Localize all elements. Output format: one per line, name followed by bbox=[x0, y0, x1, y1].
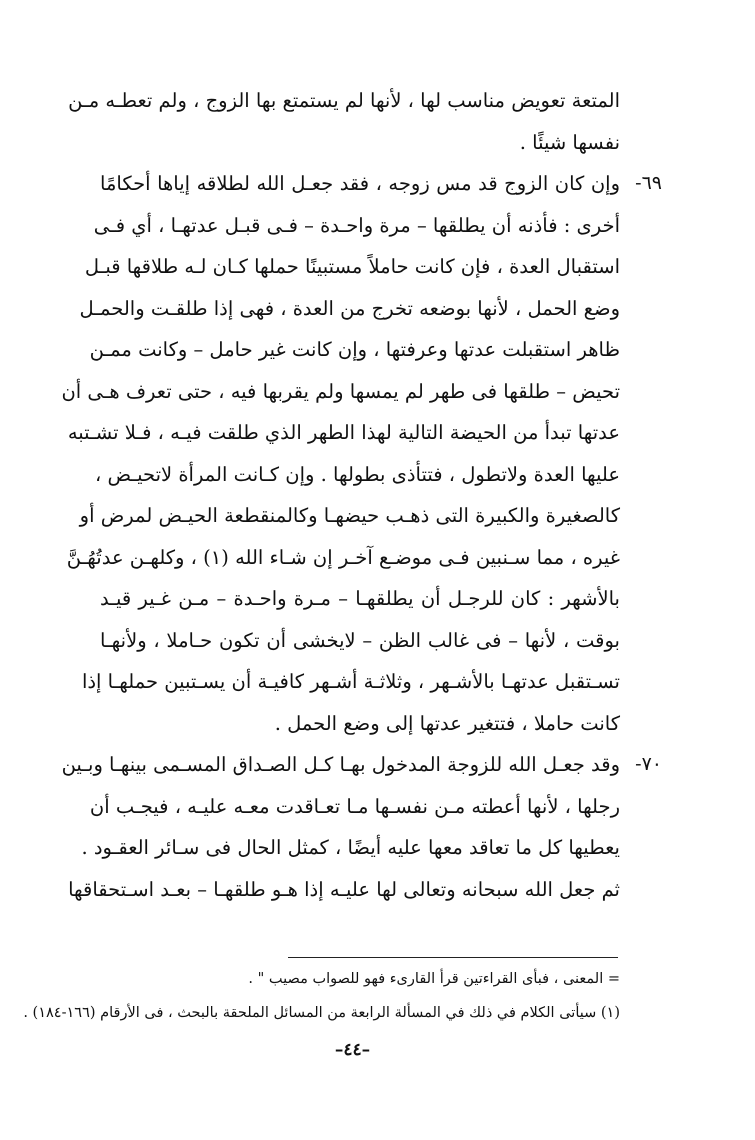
text-line: بوقت ، لأنها – فى غالب الظن – لايخشى أن تكون حـاملا ، ولأنهـا bbox=[100, 628, 620, 652]
paragraph-number: ٦٩- bbox=[635, 172, 662, 194]
text-line: وضع الحمل ، لأنها بوضعه تخرج من العدة ، فهى إذا طلقـت والحمـل bbox=[79, 296, 620, 320]
text-line: بالأشهر : كان للرجـل أن يطلقهـا – مـرة واحـدة – مـن غـير قيـد bbox=[100, 587, 620, 610]
text-line-content: وإن كان الزوج قد مس زوجه ، فقد جعـل الله لطلاقه إياها أحكامًا bbox=[100, 172, 620, 195]
text-line: عليها العدة ولاتطول ، فتتأذى بطولها . وإن كـانت المرأة لاتحيـض ، bbox=[95, 462, 620, 486]
text-line: يعطيها كل ما تعاقد معها عليه أيضًا ، كمثل الحال فى سـائر العقـود . bbox=[81, 836, 620, 859]
numbered-paragraph-line bbox=[100, 163, 662, 205]
text-line: عدتها تبدأ من الحيضة التالية لهذا الطهر الذي طلقت فيـه ، فـلا تشـتبه bbox=[67, 421, 620, 444]
text-line: كالصغيرة والكبيرة التى ذهـب حيضهـا وكالمنقطعة الحيـض لمرض أو bbox=[79, 504, 620, 527]
paragraph-number: ٧٠- bbox=[635, 753, 662, 775]
footnote-1: (١) سيأتى الكلام في ذلك في المسألة الرابعة من المسائل الملحقة بالبحث ، فى الأرقام (١٦٦-١٨٤) . bbox=[23, 1005, 620, 1021]
footnote-separator bbox=[288, 957, 618, 958]
text-line: المتعة تعويض مناسب لها ، لأنها لم يستمتع بها الزوج ، ولم تعطـه مـن bbox=[68, 89, 620, 112]
text-line: كانت حاملا ، فتتغير عدتها إلى وضع الحمل . bbox=[274, 711, 620, 735]
main-text bbox=[61, 80, 662, 910]
numbered-paragraph-line bbox=[61, 744, 662, 786]
text-line: تحيض – طلقها فى طهر لم يمسها ولم يقربها فيه ، حتى تعرف هـى أن bbox=[61, 379, 620, 403]
text-line: تسـتقبل عدتهـا بالأشـهر ، وثلاثـة أشـهر كافيـة أن يسـتبين حملهـا إذا bbox=[81, 670, 620, 693]
text-line-content: وقد جعـل الله للزوجة المدخول بهـا كـل الصـداق المسـمى بينهـا وبـين bbox=[61, 753, 620, 776]
text-line: أخرى : فأذنه أن يطلقها – مرة واحـدة – فـى قبـل عدتهـا ، أي فـى bbox=[93, 213, 620, 237]
text-line: رجلها ، لأنها أعطته مـن نفسـها مـا تعـاقدت معـه عليـه ، فيجـب أن bbox=[89, 794, 620, 818]
footnote-continuation: = المعنى ، فبأى القراءتين قرأ القارىء فهو للصواب مصيب " . bbox=[248, 971, 620, 987]
text-line: غيره ، مما سـنبين فـى موضـع آخـر إن شـاء الله (١) ، وكلهـن عدتُهُـنَّ bbox=[66, 545, 620, 569]
text-line: ثم جعل الله سبحانه وتعالى لها عليـه إذا هـو طلقهـا – بعـد اسـتحقاقها bbox=[68, 877, 620, 901]
page-number: –٤٤– bbox=[334, 1040, 371, 1060]
text-line: استقبال العدة ، فإن كانت حاملاً مستبينًا حملها كـان لـه طلاقها قبـل bbox=[84, 255, 620, 278]
footnotes bbox=[23, 962, 620, 1030]
text-line: ظاهر استقبلت عدتها وعرفتها ، وإن كانت غير حامل – وكانت ممـن bbox=[89, 338, 620, 361]
text-line: نفسها شيئًا . bbox=[519, 130, 620, 154]
